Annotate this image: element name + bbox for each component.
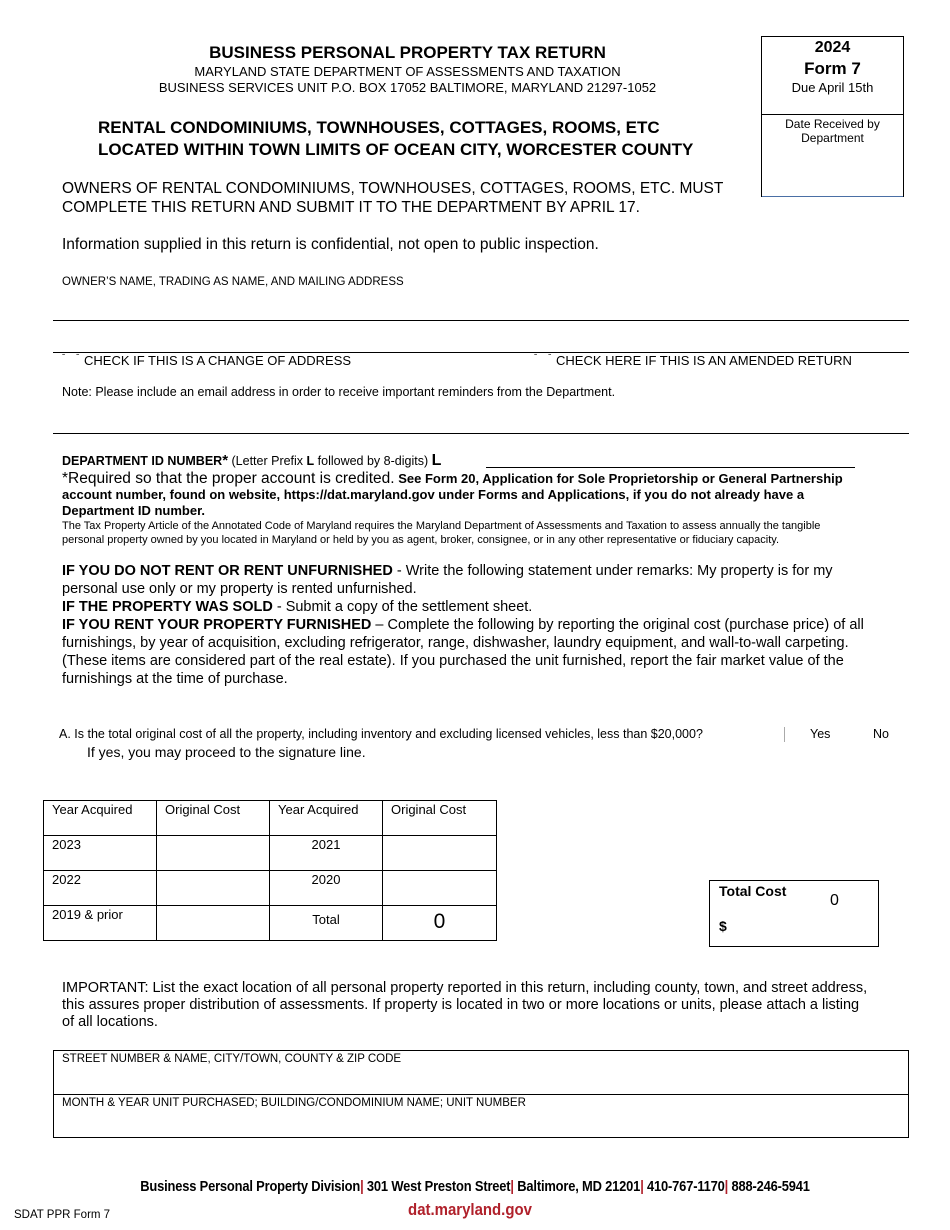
table-row: [44, 906, 497, 941]
change-of-address-label: CHECK IF THIS IS A CHANGE OF ADDRESS: [84, 353, 352, 368]
department-id-hint-letter: L: [306, 454, 315, 468]
change-of-address-checkbox[interactable]: [62, 353, 351, 368]
unit-details-field[interactable]: [54, 1094, 908, 1137]
field-separator: [784, 727, 785, 742]
footer-separator: |: [360, 1178, 364, 1195]
instruction-sold: [62, 598, 872, 616]
instruction-heading: IF YOU DO NOT RENT OR RENT UNFURNISHED: [62, 563, 393, 579]
cost-input-2023[interactable]: [157, 836, 270, 871]
email-note: Note: Please include an email address in order to receive important reminders from the Department.: [62, 385, 616, 399]
agency-name: MARYLAND STATE DEPARTMENT OF ASSESSMENTS AND TAXATION: [194, 64, 621, 79]
instruction-heading: IF YOU RENT YOUR PROPERTY FURNISHED: [62, 617, 372, 633]
footer-city: Baltimore, MD 21201: [513, 1178, 641, 1195]
instruction-unfurnished: [62, 562, 872, 598]
department-id-hint-pre: (Letter Prefix: [228, 454, 307, 468]
department-id-row: [62, 452, 441, 470]
footer-separator: |: [510, 1178, 514, 1195]
footer-contact-line: [67, 1178, 884, 1195]
total-cost-value: 0: [830, 892, 839, 909]
requirement-lead: *Required so that the proper account is credited.: [62, 470, 395, 487]
department-id-label: DEPARTMENT ID NUMBER: [62, 454, 223, 468]
year-cell: 2019 & prior: [44, 906, 157, 941]
question-a-no-option[interactable]: No: [873, 727, 889, 741]
instruction-text: - Submit a copy of the settlement sheet.: [272, 599, 533, 615]
instruction-heading: IF THE PROPERTY WAS SOLD: [62, 599, 273, 615]
table-row: [44, 871, 497, 906]
total-label-cell: Total: [270, 906, 383, 941]
table-row: [44, 836, 497, 871]
owner-address-field[interactable]: [53, 290, 908, 352]
year-cell: 2022: [44, 871, 157, 906]
agency-address: BUSINESS SERVICES UNIT P.O. BOX 17052 BALTIMORE, MARYLAND 21297-1052: [158, 80, 657, 95]
column-header: Year Acquired: [44, 801, 157, 836]
location-instructions: IMPORTANT: List the exact location of all personal property reported in this return, including county, town, and street address, this assures proper distribution of assessments. If property is located in two or more locations or units, please attach a listing of all locations.: [62, 980, 868, 1030]
department-id-prefix: L: [431, 452, 442, 469]
year-cell: 2021: [270, 836, 383, 871]
owner-address-label: OWNER’S NAME, TRADING AS NAME, AND MAILING ADDRESS: [62, 276, 404, 288]
instructions: [62, 562, 872, 688]
form-code: SDAT PPR Form 7: [14, 1209, 111, 1221]
table-total-value: 0: [383, 906, 497, 941]
footer-website-link[interactable]: dat.maryland.gov: [408, 1200, 532, 1219]
filing-notice: OWNERS OF RENTAL CONDOMINIUMS, TOWNHOUSES, COTTAGES, ROOMS, ETC. MUST COMPLETE THIS RETURN AND SUBMIT IT TO THE DEPARTMENT BY APRIL 17.: [62, 180, 724, 216]
form-title: BUSINESS PERSONAL PROPERTY TAX RETURN: [209, 43, 606, 62]
form-number: Form 7: [804, 59, 861, 78]
footer-phone-2: 888-246-5941: [728, 1178, 810, 1195]
cost-input-2021[interactable]: [383, 836, 497, 871]
column-header: Original Cost: [157, 801, 270, 836]
form-subtitle-line2: LOCATED WITHIN TOWN LIMITS OF OCEAN CITY, WORCESTER COUNTY: [98, 140, 694, 159]
instruction-furnished: [62, 616, 872, 688]
question-a-text: A. Is the total original cost of all the property, including inventory and excluding licensed vehicles, less than $20,000?: [59, 727, 703, 741]
department-id-hint-post: followed by 8-digits): [314, 454, 432, 468]
instruction-text: - Write the following statement under remarks: My property is for my personal use only or my property is rented unfurnished.: [62, 563, 833, 597]
form-id-section: [762, 37, 903, 115]
form-year: 2024: [814, 39, 851, 56]
unit-details-label: MONTH & YEAR UNIT PURCHASED; BUILDING/CONDOMINIUM NAME; UNIT NUMBER: [62, 1097, 526, 1109]
due-date: Due April 15th: [791, 80, 874, 95]
department-id-requirement: [62, 471, 862, 519]
cost-input-2019-prior[interactable]: [157, 906, 270, 941]
footer-street: 301 West Preston Street: [363, 1178, 511, 1195]
owner-address-line: [53, 320, 909, 321]
question-a-followup: If yes, you may proceed to the signature line.: [87, 744, 366, 760]
cost-input-2022[interactable]: [157, 871, 270, 906]
original-cost-table: [43, 800, 497, 941]
column-header: Original Cost: [383, 801, 497, 836]
footer-separator: |: [640, 1178, 644, 1195]
date-received-label: Date Received by Department: [785, 117, 880, 145]
form-subtitle-line1: RENTAL CONDOMINIUMS, TOWNHOUSES, COTTAGES, ROOMS, ETC: [98, 118, 660, 137]
street-address-label: STREET NUMBER & NAME, CITY/TOWN, COUNTY & ZIP CODE: [62, 1053, 402, 1065]
confidentiality-notice: Information supplied in this return is confidential, not open to public inspection.: [62, 236, 599, 253]
form-info-box: [761, 36, 904, 197]
date-received-field[interactable]: [762, 115, 903, 145]
department-id-input[interactable]: [486, 450, 855, 467]
total-cost-box: [709, 880, 879, 947]
cost-input-2020[interactable]: [383, 871, 497, 906]
property-location-box: [53, 1050, 909, 1138]
street-address-field[interactable]: [54, 1051, 908, 1094]
total-cost-label: Total Cost: [719, 883, 787, 899]
requirement-detail: See Form 20, Application for Sole Proprietorship or General Partnership account number, found on website, https://dat.maryland.gov under Forms and Applications, if you do not already have a Department ID number.: [62, 471, 843, 518]
instruction-text: – Complete the following by reporting the original cost (purchase price) of all furnishings, by year of acquisition, excluding refrigerator, range, dishwasher, laundry equipment, and wall-to-wall carpeting. (These items are considered part of the real estate). If you purchased the unit furnished, report the fair market value of the furnishings at the time of purchase.: [62, 617, 864, 687]
currency-symbol: $: [719, 918, 727, 934]
question-a-yes-option[interactable]: Yes: [810, 727, 831, 741]
amended-return-checkbox[interactable]: [534, 353, 852, 368]
footer-separator: |: [724, 1178, 729, 1195]
footer-division: Business Personal Property Division: [140, 1178, 361, 1195]
column-header: Year Acquired: [270, 801, 383, 836]
year-cell: 2020: [270, 871, 383, 906]
required-asterisk: *: [222, 452, 229, 469]
department-id-underline: [486, 467, 855, 468]
box-bottom-border: [762, 196, 903, 197]
table-header-row: [44, 801, 497, 836]
checkbox-icon: ˉ ˉ: [534, 353, 556, 364]
footer-phone-1: 410-767-1170: [643, 1178, 725, 1195]
amended-return-label: CHECK HERE IF THIS IS AN AMENDED RETURN: [556, 353, 852, 368]
year-cell: 2023: [44, 836, 157, 871]
legal-notice: The Tax Property Article of the Annotated Code of Maryland requires the Maryland Department of Assessments and Taxation to assess annually the tangible personal property owned by you located in Maryland or held by you as agent, broker, consignee, or in any other representative or fiduciary capacity.: [62, 520, 821, 546]
divider: [53, 433, 909, 434]
checkbox-icon: ˉ ˉ: [62, 353, 84, 364]
